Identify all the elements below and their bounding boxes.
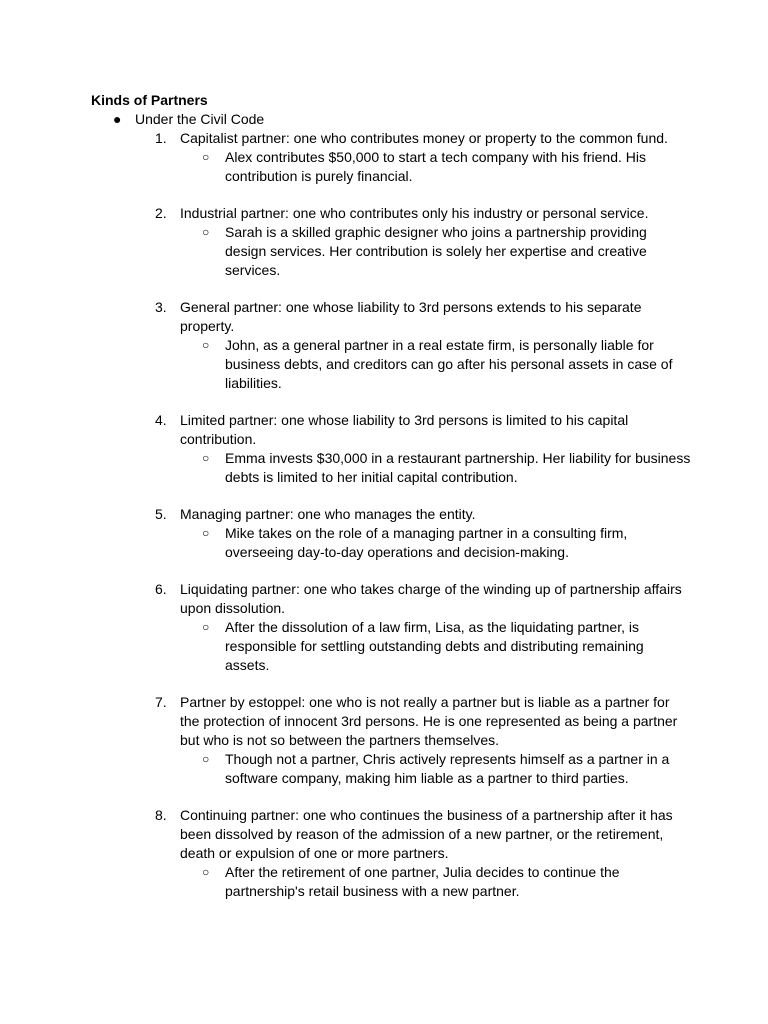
list-item bbox=[91, 693, 691, 788]
item-text: Capitalist partner: one who contributes money or property to the common fund. bbox=[180, 130, 668, 146]
example-item bbox=[180, 863, 691, 901]
bullet-icon: ● bbox=[113, 111, 122, 127]
example-item bbox=[180, 524, 691, 562]
section-bullet bbox=[91, 110, 691, 129]
example-text: John, as a general partner in a real estate firm, is personally liable for business debts, and creditors can go after his personal assets in case of liabilities. bbox=[225, 337, 673, 391]
sub-bullet-icon: ○ bbox=[202, 150, 210, 164]
item-number: 8. bbox=[155, 807, 167, 823]
example-item bbox=[180, 336, 691, 393]
list-item bbox=[91, 411, 691, 487]
list-item bbox=[91, 580, 691, 675]
partner-list bbox=[91, 129, 691, 901]
item-text: Partner by estoppel: one who is not really a partner but is liable as a partner for the protection of innocent 3rd persons. He is one represented as being a partner but who is not so between the partners themselves. bbox=[180, 694, 678, 748]
example-item bbox=[180, 750, 691, 788]
example-item bbox=[180, 223, 691, 280]
sub-bullet-icon: ○ bbox=[202, 451, 210, 465]
item-number: 6. bbox=[155, 581, 167, 597]
sub-bullet-icon: ○ bbox=[202, 752, 210, 766]
item-text: Limited partner: one whose liability to 3rd persons is limited to his capital contribution. bbox=[180, 412, 629, 447]
sub-bullet-icon: ○ bbox=[202, 620, 210, 634]
example-item bbox=[180, 618, 691, 675]
sub-bullet-icon: ○ bbox=[202, 526, 210, 540]
section-label: Under the Civil Code bbox=[135, 111, 265, 127]
list-item bbox=[91, 505, 691, 562]
example-text: Sarah is a skilled graphic designer who joins a partnership providing design services. Her contribution is solely her expertise and creative services. bbox=[225, 224, 647, 278]
item-text: Industrial partner: one who contributes only his industry or personal service. bbox=[180, 205, 649, 221]
example-text: Though not a partner, Chris actively represents himself as a partner in a software company, making him liable as a partner to third parties. bbox=[225, 751, 670, 786]
item-number: 2. bbox=[155, 205, 167, 221]
item-number: 4. bbox=[155, 412, 167, 428]
example-text: After the retirement of one partner, Julia decides to continue the partnership's retail business with a new partner. bbox=[225, 864, 620, 899]
item-text: Continuing partner: one who continues the business of a partnership after it has been dissolved by reason of the admission of a new partner, or the retirement, death or expulsion of one or more partners. bbox=[180, 807, 673, 861]
example-text: After the dissolution of a law firm, Lisa, as the liquidating partner, is responsible for settling outstanding debts and distributing remaining assets. bbox=[225, 619, 644, 673]
example-text: Mike takes on the role of a managing partner in a consulting firm, overseeing day-to-day operations and decision-making. bbox=[225, 525, 628, 560]
example-text: Emma invests $30,000 in a restaurant partnership. Her liability for business debts is limited to her initial capital contribution. bbox=[225, 450, 691, 485]
sub-bullet-icon: ○ bbox=[202, 338, 210, 352]
list-item bbox=[91, 204, 691, 280]
list-item bbox=[91, 806, 691, 901]
sub-bullet-icon: ○ bbox=[202, 225, 210, 239]
list-item bbox=[91, 129, 691, 186]
item-number: 5. bbox=[155, 506, 167, 522]
example-item bbox=[180, 148, 691, 186]
example-item bbox=[180, 449, 691, 487]
item-text: Liquidating partner: one who takes charge of the winding up of partnership affairs upon dissolution. bbox=[180, 581, 682, 616]
sub-bullet-icon: ○ bbox=[202, 865, 210, 879]
item-number: 3. bbox=[155, 299, 167, 315]
item-number: 1. bbox=[155, 130, 167, 146]
item-text: Managing partner: one who manages the entity. bbox=[180, 506, 476, 522]
document-title: Kinds of Partners bbox=[91, 92, 208, 108]
example-text: Alex contributes $50,000 to start a tech company with his friend. His contribution is purely financial. bbox=[225, 149, 646, 184]
document-body bbox=[91, 91, 691, 919]
item-text: General partner: one whose liability to 3rd persons extends to his separate property. bbox=[180, 299, 642, 334]
item-number: 7. bbox=[155, 694, 167, 710]
list-item bbox=[91, 298, 691, 393]
